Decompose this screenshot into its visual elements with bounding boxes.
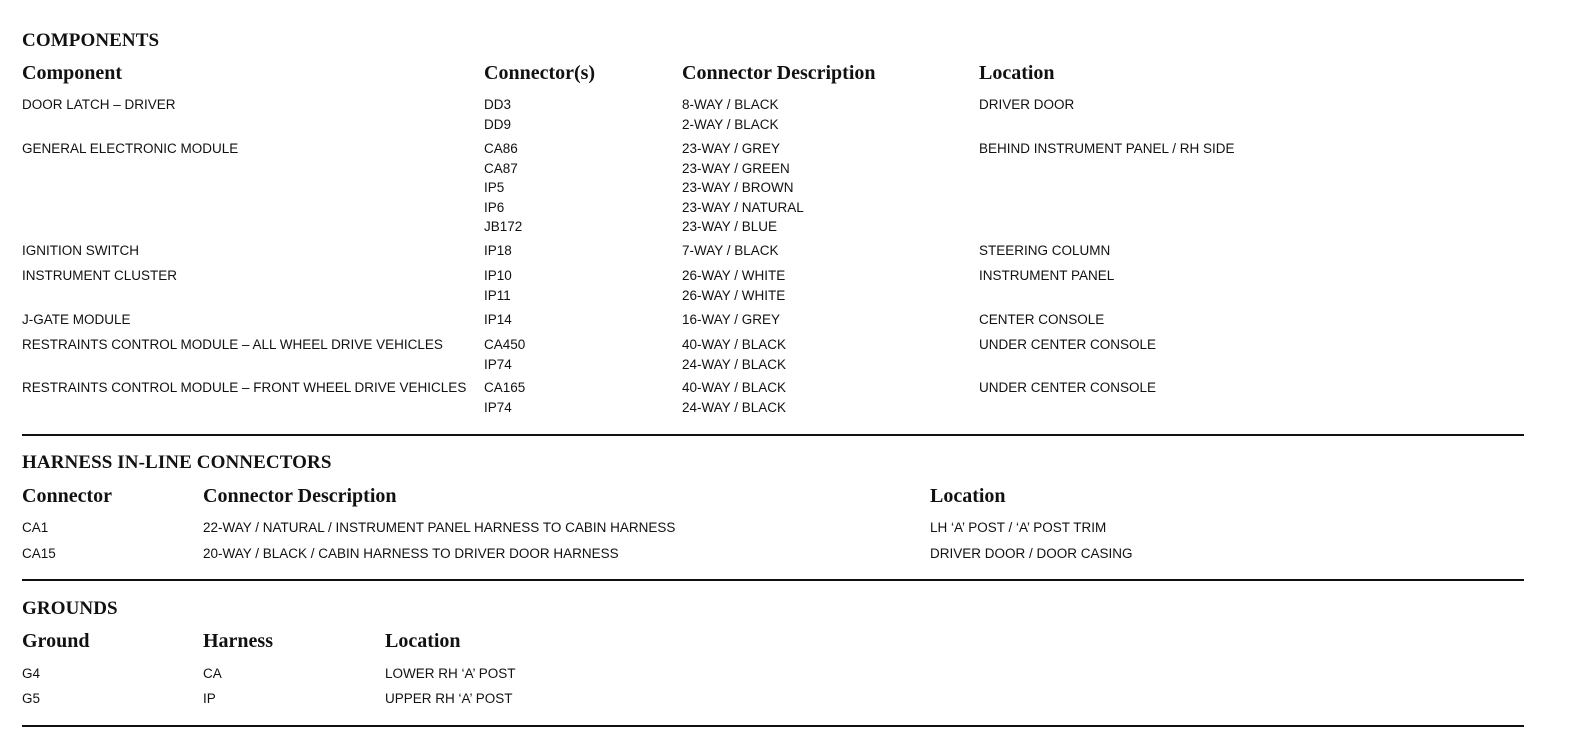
section-divider [22, 579, 1524, 581]
component-location: DRIVER DOOR [979, 97, 1075, 112]
component-connectors: CA86 CA87 IP5 IP6 JB172 [484, 141, 523, 234]
harness-connector: CA15 [22, 546, 56, 561]
component-connector-descriptions: 7-WAY / BLACK [682, 243, 779, 258]
component-connector-descriptions: 16-WAY / GREY [682, 312, 781, 327]
component-connectors: IP14 [484, 312, 512, 327]
components-header-connectors: Connector(s) [484, 62, 596, 84]
harness-description: 22-WAY / NATURAL / INSTRUMENT PANEL HARNESS TO CABIN HARNESS [203, 520, 676, 535]
section-divider [22, 434, 1524, 436]
component-connectors: IP10 IP11 [484, 268, 512, 303]
grounds-section-title: GROUNDS [22, 598, 118, 619]
components-section-title: COMPONENTS [22, 30, 160, 51]
component-name: DOOR LATCH – DRIVER [22, 97, 176, 112]
component-connector-descriptions: 40-WAY / BLACK 24-WAY / BLACK [682, 337, 787, 372]
harness-location: LH ‘A’ POST / ‘A’ POST TRIM [930, 520, 1107, 535]
component-name: RESTRAINTS CONTROL MODULE – ALL WHEEL DRIVE VEHICLES [22, 337, 443, 352]
ground-harness: IP [203, 691, 216, 706]
component-name: INSTRUMENT CLUSTER [22, 268, 178, 283]
component-connectors: DD3 DD9 [484, 97, 512, 132]
component-connector-descriptions: 40-WAY / BLACK 24-WAY / BLACK [682, 380, 787, 415]
harness-description: 20-WAY / BLACK / CABIN HARNESS TO DRIVER DOOR HARNESS [203, 546, 619, 561]
component-connector-descriptions: 8-WAY / BLACK 2-WAY / BLACK [682, 97, 779, 132]
component-connectors: CA450 IP74 [484, 337, 526, 372]
component-location: STEERING COLUMN [979, 243, 1111, 258]
ground-id: G5 [22, 691, 41, 706]
section-divider [22, 725, 1524, 727]
component-location: BEHIND INSTRUMENT PANEL / RH SIDE [979, 141, 1235, 156]
ground-harness: CA [203, 666, 222, 681]
harness-section-title: HARNESS IN-LINE CONNECTORS [22, 452, 332, 473]
components-header-description: Connector Description [682, 62, 876, 84]
component-location: UNDER CENTER CONSOLE [979, 380, 1157, 395]
grounds-header-harness: Harness [203, 630, 273, 652]
harness-connector: CA1 [22, 520, 49, 535]
component-connector-descriptions: 26-WAY / WHITE 26-WAY / WHITE [682, 268, 786, 303]
component-connectors: CA165 IP74 [484, 380, 526, 415]
component-location: CENTER CONSOLE [979, 312, 1105, 327]
component-name: RESTRAINTS CONTROL MODULE – FRONT WHEEL DRIVE VEHICLES [22, 380, 467, 395]
grounds-header-location: Location [385, 630, 461, 652]
harness-header-connector: Connector [22, 485, 112, 507]
component-connectors: IP18 [484, 243, 512, 258]
component-name: J-GATE MODULE [22, 312, 131, 327]
component-location: INSTRUMENT PANEL [979, 268, 1115, 283]
components-header-component: Component [22, 62, 123, 84]
component-connector-descriptions: 23-WAY / GREY 23-WAY / GREEN 23-WAY / BROWN 23-WAY / NATURAL 23-WAY / BLUE [682, 141, 804, 234]
harness-header-location: Location [930, 485, 1006, 507]
ground-location: LOWER RH ‘A’ POST [385, 666, 516, 681]
components-header-location: Location [979, 62, 1055, 84]
harness-header-description: Connector Description [203, 485, 397, 507]
component-location: UNDER CENTER CONSOLE [979, 337, 1157, 352]
ground-id: G4 [22, 666, 41, 681]
ground-location: UPPER RH ‘A’ POST [385, 691, 513, 706]
component-name: GENERAL ELECTRONIC MODULE [22, 141, 239, 156]
grounds-header-ground: Ground [22, 630, 90, 652]
harness-location: DRIVER DOOR / DOOR CASING [930, 546, 1133, 561]
component-name: IGNITION SWITCH [22, 243, 139, 258]
